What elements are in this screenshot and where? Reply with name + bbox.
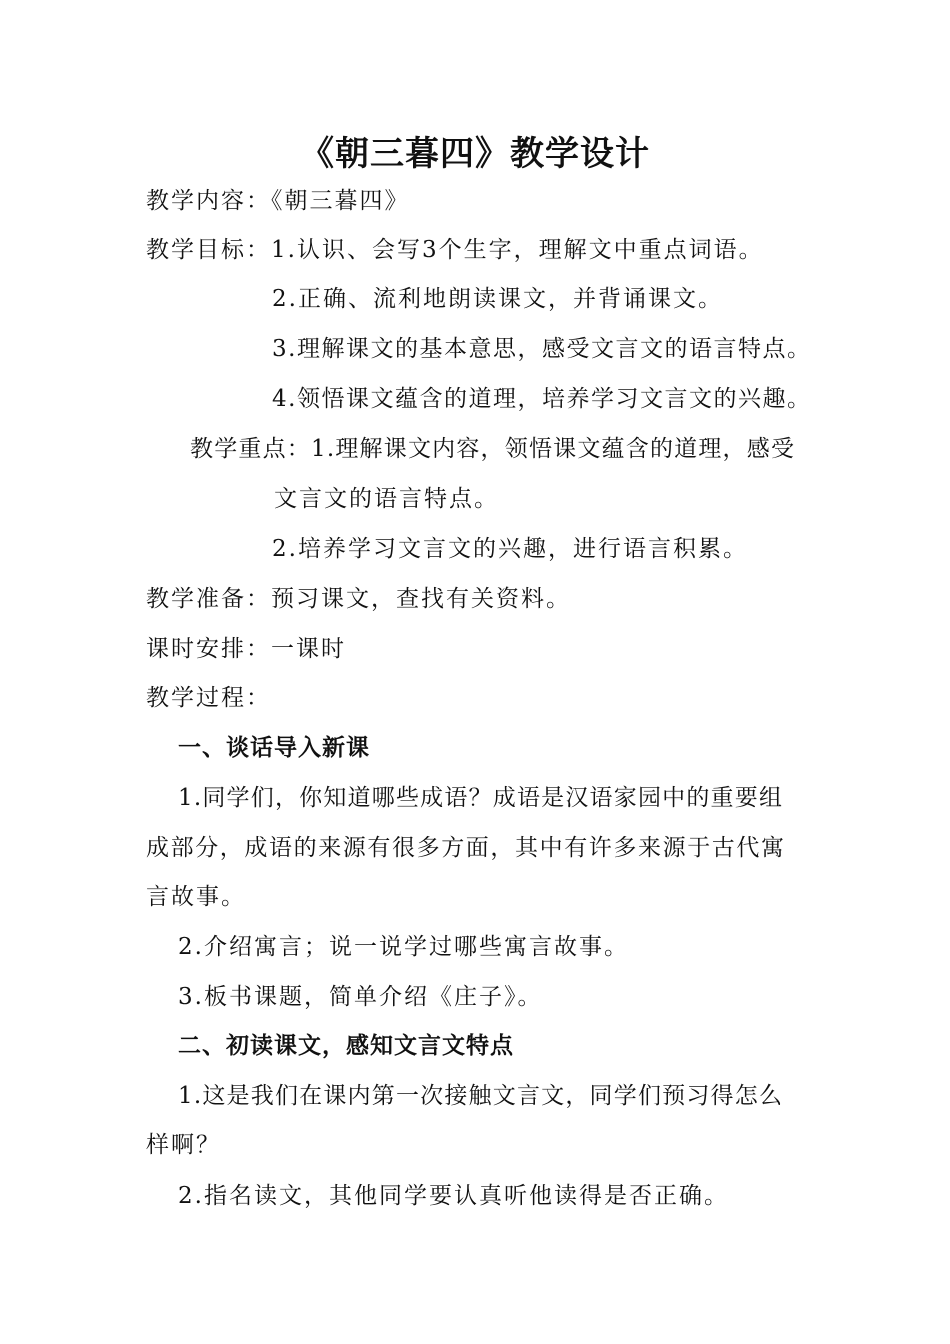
teaching-goal-2-line: 2.正确、流利地朗读课文，并背诵课文。 (272, 286, 723, 312)
teaching-goal-3-line: 3.理解课文的基本意思，感受文言文的语言特点。 (272, 336, 812, 362)
section-1-item-1-cont-line: 成部分，成语的来源有很多方面，其中有许多来源于古代寓 (146, 835, 786, 861)
section-2-item-2-line: 2.指名读文，其他同学要认真听他读得是否正确。 (178, 1183, 729, 1209)
document-title: 《朝三暮四》教学设计 (300, 134, 650, 174)
teaching-prep-line: 教学准备：预习课文，查找有关资料。 (146, 586, 571, 612)
section-2-item-1-line: 1.这是我们在课内第一次接触文言文，同学们预习得怎么 (178, 1083, 784, 1109)
teaching-goal-1-line: 教学目标：1.认识、会写3个生字，理解文中重点词语。 (146, 237, 764, 263)
section-1-item-3-line: 3.板书课题，简单介绍《庄子》。 (178, 984, 543, 1010)
teaching-key-point-1-cont-line: 文言文的语言特点。 (274, 486, 499, 512)
process-heading-line: 教学过程： (146, 685, 271, 711)
section-1-item-1-line: 1.同学们，你知道哪些成语？成语是汉语家园中的重要组 (178, 785, 784, 811)
section-2-item-1-cont-line: 样啊？ (146, 1132, 221, 1158)
section-1-item-2-line: 2.介绍寓言；说一说学过哪些寓言故事。 (178, 934, 629, 960)
section-2-heading: 二、初读课文，感知文言文特点 (178, 1033, 514, 1059)
teaching-key-point-1-line: 教学重点：1.理解课文内容，领悟课文蕴含的道理，感受 (190, 436, 796, 462)
section-1-heading: 一、谈话导入新课 (178, 735, 370, 761)
section-1-item-1-end-line: 言故事。 (146, 884, 246, 910)
teaching-goal-4-line: 4.领悟课文蕴含的道理，培养学习文言文的兴趣。 (272, 386, 812, 412)
teaching-content-line: 教学内容：《朝三暮四》 (146, 188, 410, 214)
schedule-line: 课时安排：一课时 (146, 636, 346, 662)
teaching-key-point-2-line: 2.培养学习文言文的兴趣，进行语言积累。 (272, 536, 748, 562)
